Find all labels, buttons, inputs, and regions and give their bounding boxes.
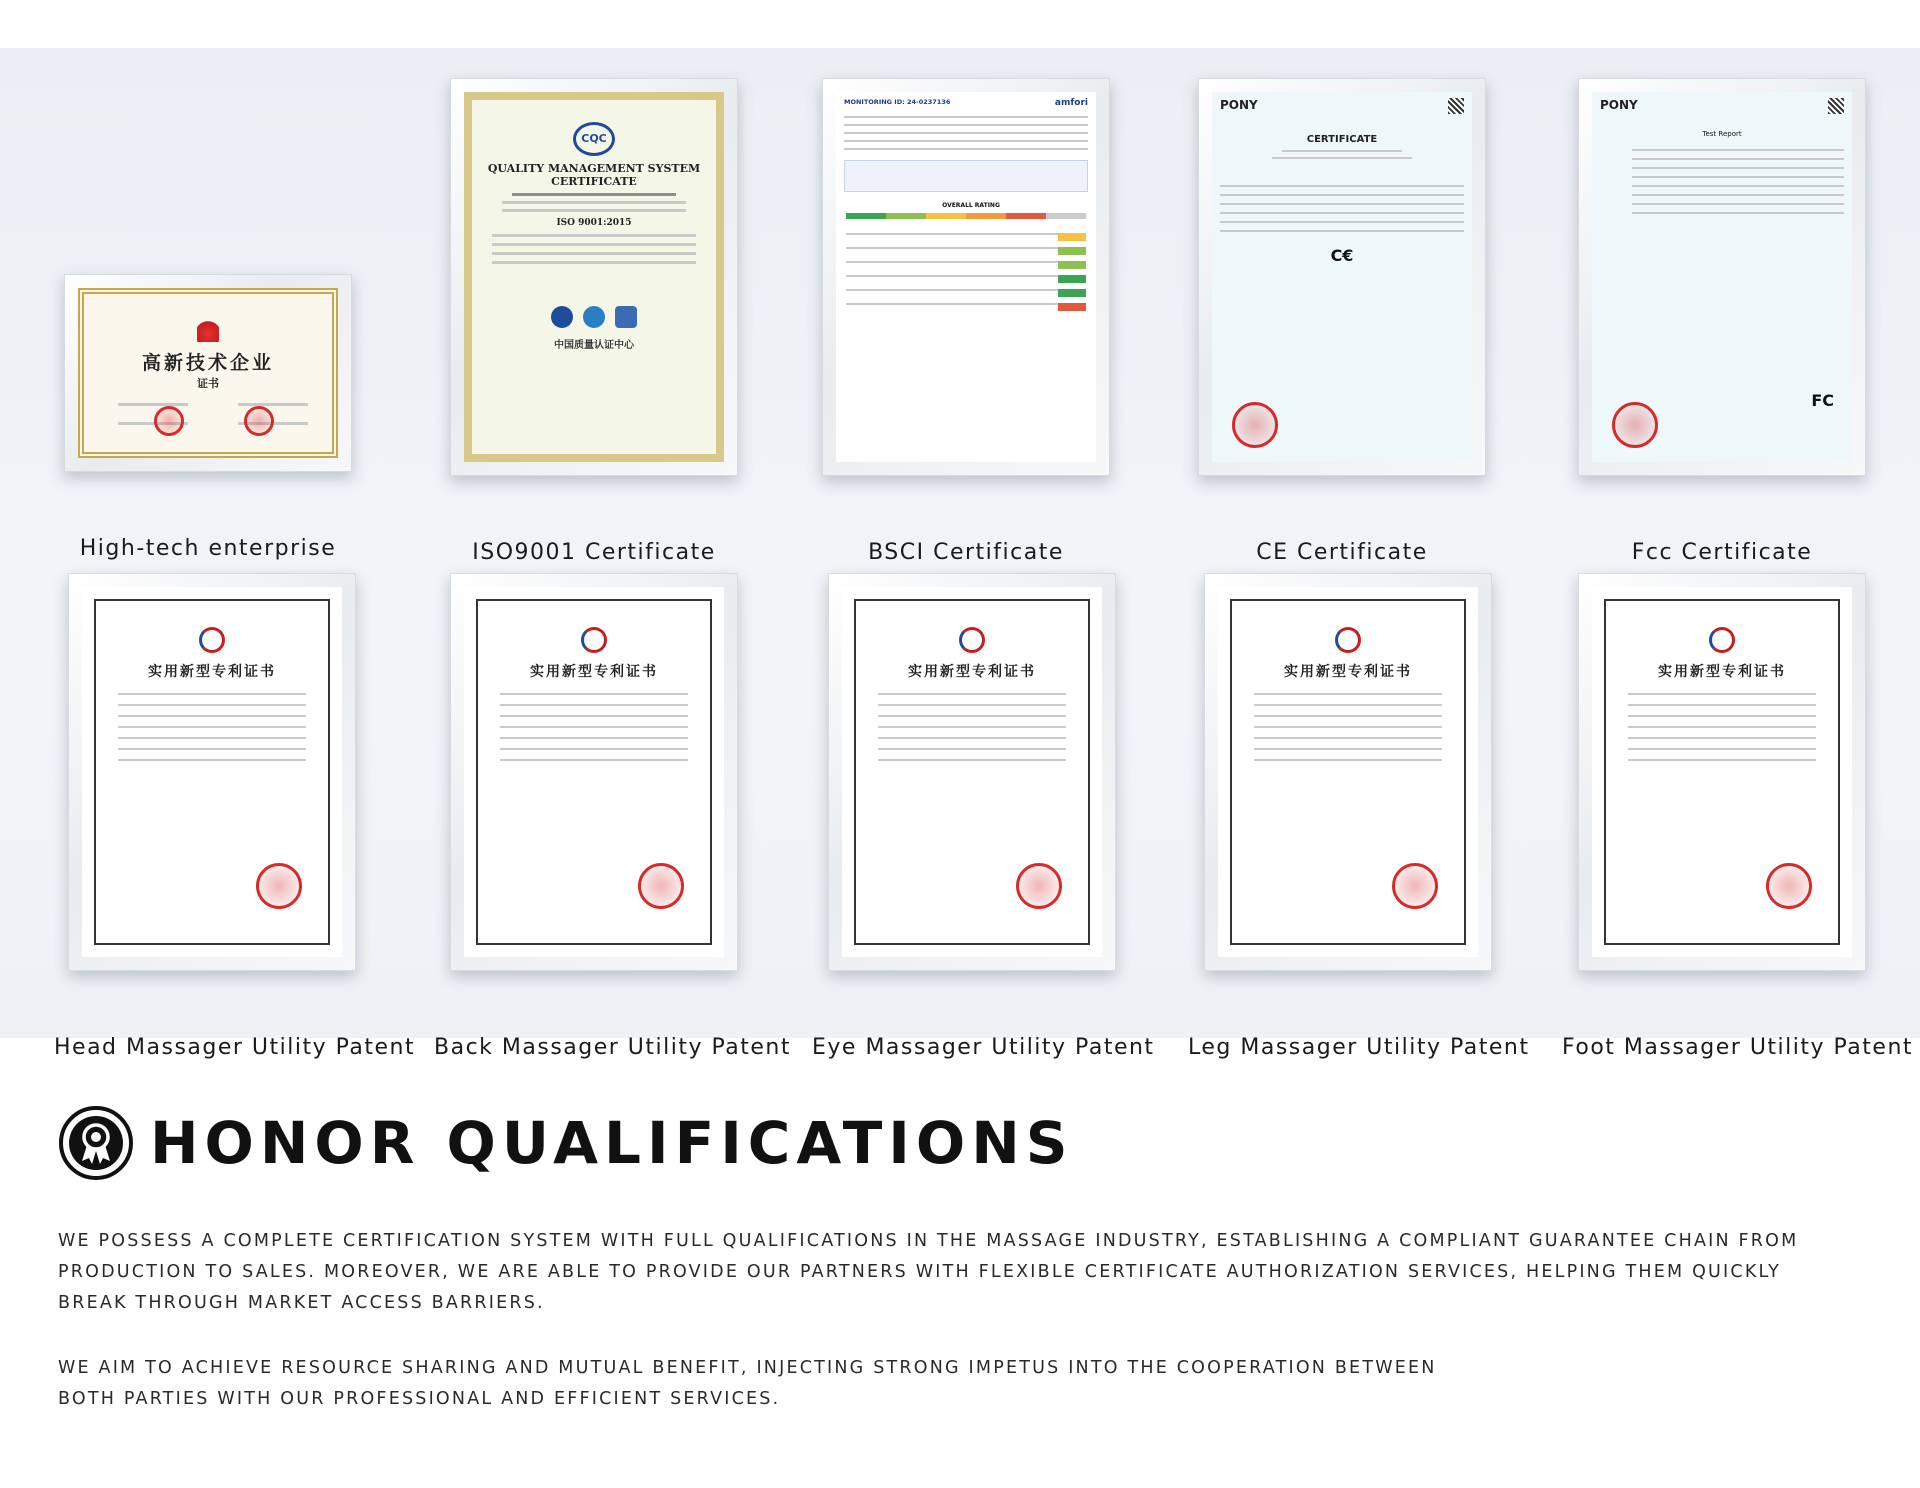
red-seal-icon: [244, 406, 274, 436]
document-title: 实用新型专利证书: [1284, 664, 1412, 680]
certificate-document: [464, 92, 724, 462]
certificate-caption: Eye Massager Utility Patent: [812, 1035, 1155, 1060]
certificate-frame: [828, 573, 1116, 971]
certificate-card-iso9001[interactable]: [444, 78, 744, 574]
iso-standard-label: ISO 9001:2015: [556, 218, 632, 228]
certificate-card-foot-patent[interactable]: [1562, 573, 1914, 1069]
patent-logo-icon: [1709, 627, 1735, 653]
certificate-document: [1212, 92, 1472, 462]
certificate-card-fcc[interactable]: [1572, 78, 1872, 574]
certificate-card-high-tech[interactable]: [62, 274, 354, 574]
certificate-card-bsci[interactable]: [816, 78, 1116, 574]
award-medal-icon: [58, 1105, 134, 1181]
certificate-frame: [64, 274, 352, 472]
certificate-frame: [1578, 78, 1866, 476]
document-title: 高新技术企业: [141, 352, 274, 374]
issuer-name: 中国质量认证中心: [554, 340, 634, 351]
closing-paragraph: WE AIM TO ACHIEVE RESOURCE SHARING AND MUTUAL BENEFIT, INJECTING STRONG IMPETUS INTO THE COOPERATION BETWEEN BOTH PARTIES WITH OUR PROFESSIONAL AND EFFICIENT SERVICES.: [58, 1358, 1437, 1409]
certificate-frame: [822, 78, 1110, 476]
iqnet-logo-icon: [615, 306, 637, 328]
cqc-logo-icon: CQC: [573, 122, 615, 156]
red-seal-icon: [1016, 863, 1062, 909]
document-title: Test Report: [1702, 130, 1742, 138]
certificate-document: [464, 587, 724, 957]
intro-paragraph: WE POSSESS A COMPLETE CERTIFICATION SYSTEM WITH FULL QUALIFICATIONS IN THE MASSAGE INDUSTRY, ESTABLISHING A COMPLIANT GUARANTEE CHAIN FROM PRODUCTION TO SALES. MOREOVER, WE ARE ABLE TO PROVIDE OUR PARTNERS WITH FLEXIBLE CERTIFICATE AUTHORIZATION SERVICES, HELPING THEM QUICKLY BREAK THROUGH MARKET ACCESS BARRIERS.: [58, 1231, 1799, 1313]
certificate-document: [78, 288, 338, 458]
red-seal-icon: [1612, 402, 1658, 448]
certificate-caption: ISO9001 Certificate: [472, 540, 716, 565]
qr-code-icon: [1828, 98, 1844, 114]
red-seal-icon: [638, 863, 684, 909]
certificate-card-ce[interactable]: [1192, 78, 1492, 574]
certificate-document: [82, 587, 342, 957]
certificate-frame: [1204, 573, 1492, 971]
document-title: MONITORING ID: 24-0237136: [844, 98, 951, 106]
certificate-caption: High-tech enterprise: [79, 536, 337, 561]
document-title: 实用新型专利证书: [908, 664, 1036, 680]
certificate-caption: BSCI Certificate: [868, 540, 1064, 565]
document-subtitle: 证书: [197, 377, 219, 390]
amfori-logo: amfori: [1054, 98, 1088, 108]
certificate-document: [836, 92, 1096, 462]
patent-logo-icon: [199, 627, 225, 653]
certificate-document: [1218, 587, 1478, 957]
ce-mark-icon: C€: [1330, 246, 1354, 265]
red-seal-icon: [154, 406, 184, 436]
section-title: HONOR QUALIFICATIONS: [150, 1109, 1074, 1177]
rating-scale: [846, 213, 1086, 219]
certificate-frame: [450, 573, 738, 971]
certificate-caption: Back Massager Utility Patent: [434, 1035, 792, 1060]
certificate-card-leg-patent[interactable]: [1188, 573, 1530, 1069]
certificate-frame: [1198, 78, 1486, 476]
certificate-document: [1592, 587, 1852, 957]
certificate-document: [1592, 92, 1852, 462]
certificate-frame: [68, 573, 356, 971]
certificate-caption: Foot Massager Utility Patent: [1562, 1035, 1914, 1060]
document-title: CERTIFICATE: [1306, 134, 1378, 145]
document-title: 实用新型专利证书: [1658, 664, 1786, 680]
document-title: QUALITY MANAGEMENT SYSTEM CERTIFICATE: [487, 162, 701, 188]
certificate-caption: Leg Massager Utility Patent: [1188, 1035, 1530, 1060]
patent-logo-icon: [1335, 627, 1361, 653]
document-title: 实用新型专利证书: [530, 664, 658, 680]
fcc-mark-icon: FC: [1811, 391, 1834, 410]
flame-logo-icon: [197, 316, 219, 342]
red-seal-icon: [1766, 863, 1812, 909]
certificate-caption: Fcc Certificate: [1631, 540, 1813, 565]
document-title: 实用新型专利证书: [148, 664, 276, 680]
certificate-gallery: [0, 48, 1920, 1060]
certificate-card-back-patent[interactable]: [434, 573, 792, 1069]
certificate-document: [842, 587, 1102, 957]
certificate-frame: [450, 78, 738, 476]
red-seal-icon: [256, 863, 302, 909]
patent-logo-icon: [959, 627, 985, 653]
patent-logo-icon: [581, 627, 607, 653]
red-seal-icon: [1232, 402, 1278, 448]
overall-rating-label: OVERALL RATING: [942, 202, 1000, 209]
certificate-caption: CE Certificate: [1256, 540, 1428, 565]
cnas-logo-icon: [583, 306, 605, 328]
certificate-card-head-patent[interactable]: [54, 573, 416, 1069]
section-heading: [58, 1103, 1074, 1183]
certificate-card-eye-patent[interactable]: [812, 573, 1155, 1069]
certificate-caption: Head Massager Utility Patent: [54, 1035, 416, 1060]
red-seal-icon: [1392, 863, 1438, 909]
certificate-frame: [1578, 573, 1866, 971]
qr-code-icon: [1448, 98, 1464, 114]
pony-logo: PONY: [1600, 98, 1638, 112]
iaf-logo-icon: [551, 306, 573, 328]
pony-logo: PONY: [1220, 98, 1258, 112]
